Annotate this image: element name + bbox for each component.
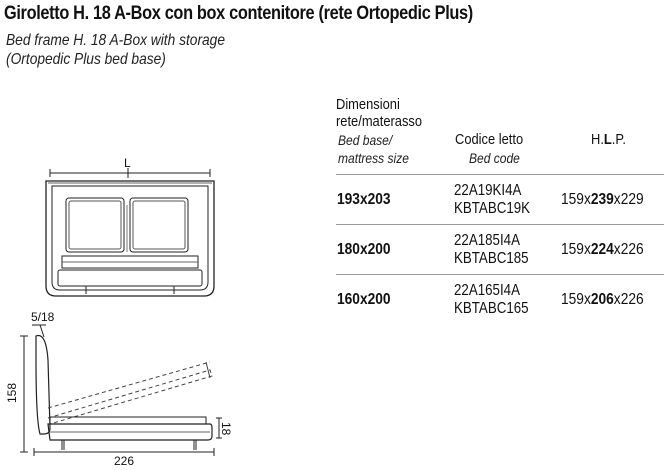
row-2-code: 22A185I4A KBTABC185 <box>454 232 529 267</box>
row-1-size: 193x203 <box>337 191 391 208</box>
bed-top-view <box>46 181 214 296</box>
height-dimension-line <box>20 336 28 452</box>
header-code-it: Codice letto <box>455 131 524 148</box>
row-1-code: 22A19KI4A KBTABC19K <box>454 182 531 217</box>
subtitle-line-2: (Ortopedic Plus bed base) <box>6 51 166 68</box>
height-label: 158 <box>5 382 20 404</box>
bed-side-view <box>32 325 212 450</box>
headboard-angle-label: 5/18 <box>31 310 55 324</box>
row-1-hlp: 159x239x229 <box>561 191 644 208</box>
header-code-en: Bed code <box>469 150 520 166</box>
row-3-code: 22A165I4A KBTABC165 <box>454 282 529 317</box>
row-3-size: 160x200 <box>337 291 391 308</box>
row-2-size: 180x200 <box>337 241 391 258</box>
length-label: 226 <box>114 454 135 468</box>
row-2-hlp: 159x224x226 <box>561 241 644 258</box>
header-size-it-1: Dimensioni <box>336 96 400 113</box>
width-label: L <box>124 156 131 170</box>
page-title: Giroletto H. 18 A-Box con box contenitore (rete Ortopedic Plus) <box>4 3 473 24</box>
subtitle-line-1: Bed frame H. 18 A-Box with storage <box>6 32 225 49</box>
frame-height-label: 18 <box>219 422 233 436</box>
header-hlp: H.L.P. <box>591 131 626 148</box>
header-size-en-2: mattress size <box>338 150 409 166</box>
header-size-it-2: rete/materasso <box>336 113 423 130</box>
header-size-en-1: Bed base/ <box>338 132 393 148</box>
row-3-hlp: 159x206x226 <box>561 291 644 308</box>
